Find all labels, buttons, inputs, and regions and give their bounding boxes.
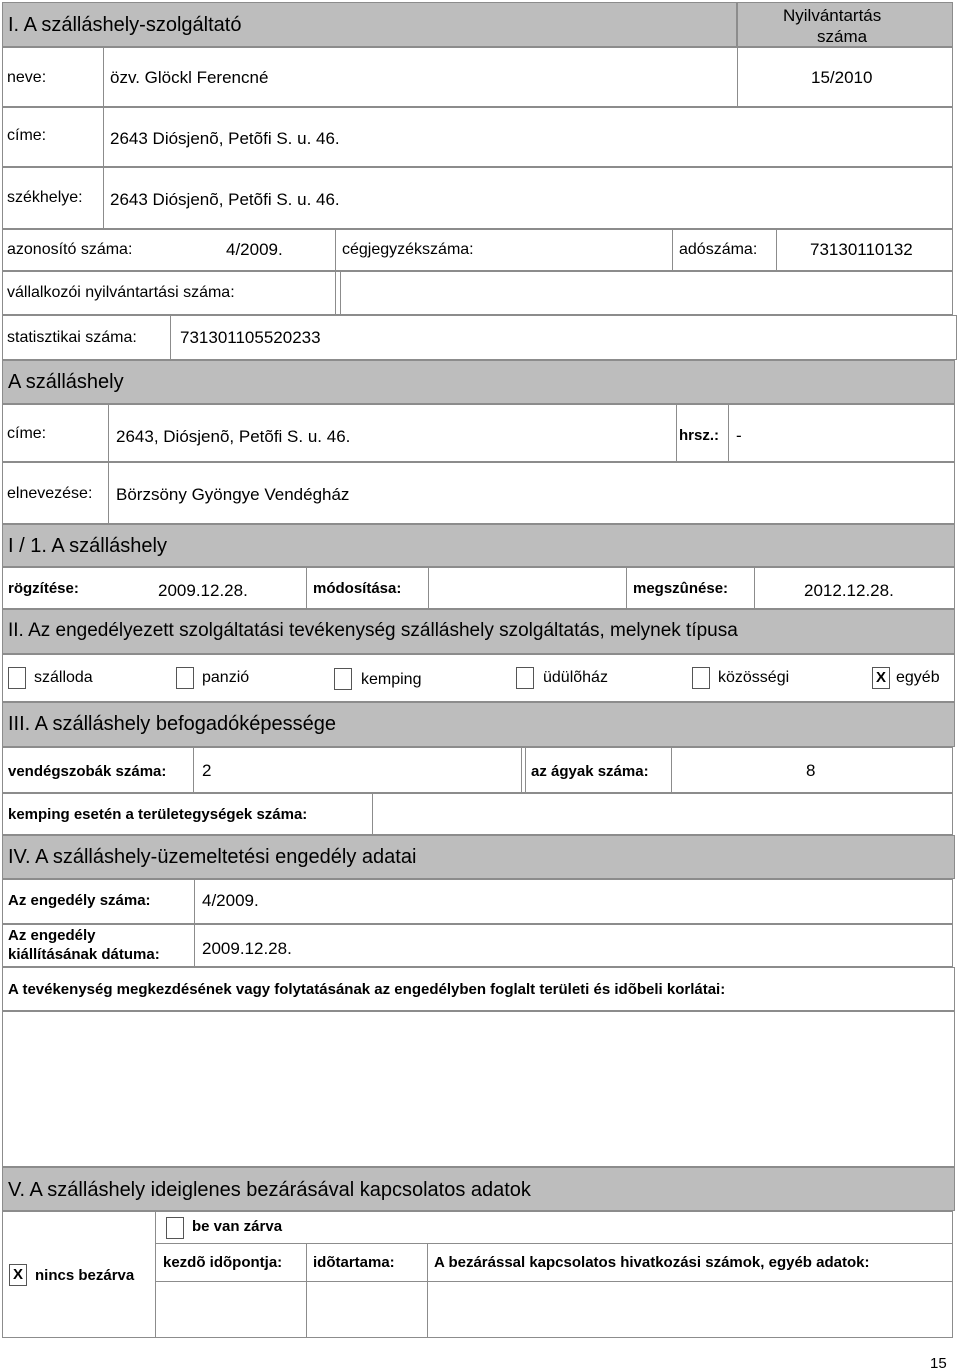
divider bbox=[672, 229, 673, 271]
divider bbox=[108, 462, 109, 524]
divider bbox=[103, 47, 104, 107]
closure-duration-label: idõtartama: bbox=[313, 1254, 395, 1271]
reg-number-header-line1: Nyilvántartás bbox=[783, 6, 882, 25]
divider bbox=[103, 167, 104, 229]
divider bbox=[194, 924, 195, 967]
divider bbox=[103, 107, 104, 167]
closure-header: V. A szálláshely ideiglenes bezárásával kapcsolatos adatok bbox=[8, 1179, 531, 1201]
divider bbox=[754, 567, 755, 609]
service-type-header: II. Az engedélyezett szolgáltatási tevékenység szálláshely szolgáltatás, melynek típusa bbox=[8, 620, 738, 641]
checkbox-hotel[interactable] bbox=[8, 667, 26, 689]
closure-table bbox=[2, 1211, 953, 1338]
accommodation-header: A szálláshely bbox=[8, 371, 124, 393]
divider bbox=[155, 1243, 953, 1244]
closed-label: be van zárva bbox=[192, 1218, 283, 1235]
divider bbox=[525, 747, 526, 793]
hrsz-value: - bbox=[736, 426, 742, 445]
divider bbox=[372, 793, 373, 835]
page-number: 15 bbox=[930, 1355, 947, 1372]
recorded-value: 2009.12.28. bbox=[158, 581, 248, 600]
divider bbox=[193, 747, 194, 793]
checkbox-closed[interactable] bbox=[166, 1217, 184, 1239]
reg-number-header-line2: száma bbox=[817, 27, 868, 46]
checkbox-guesthouse[interactable] bbox=[176, 667, 194, 689]
camping-units-label: kemping esetén a területegységek száma: bbox=[8, 806, 308, 823]
option-holiday-house-label: üdülõház bbox=[543, 669, 608, 686]
checkbox-camping[interactable] bbox=[334, 668, 352, 690]
provider-id-label: azonosító száma: bbox=[7, 241, 133, 258]
divider bbox=[427, 1243, 428, 1338]
provider-header: I. A szálláshely-szolgáltató bbox=[8, 14, 242, 36]
beds-label: az ágyak száma: bbox=[531, 763, 649, 780]
accommodation-address-label: címe: bbox=[7, 425, 47, 442]
option-other-label: egyéb bbox=[896, 669, 940, 686]
divider bbox=[306, 567, 307, 609]
closure-start-label: kezdõ idõpontja: bbox=[163, 1254, 283, 1271]
reg-number-value: 15/2010 bbox=[811, 68, 873, 87]
provider-seat-label: székhelye: bbox=[7, 189, 83, 206]
registration-header: I / 1. A szálláshely bbox=[8, 535, 167, 557]
provider-row-stat bbox=[2, 315, 957, 360]
divider bbox=[335, 271, 336, 315]
stat-number-label: statisztikai száma: bbox=[7, 329, 137, 346]
stat-number-value: 731301105520233 bbox=[180, 328, 321, 347]
permit-header: IV. A szálláshely-üzemeltetési engedély adatai bbox=[8, 846, 417, 868]
checkbox-community[interactable] bbox=[692, 667, 710, 689]
divider bbox=[676, 404, 677, 462]
modified-label: módosítása: bbox=[313, 580, 402, 597]
rooms-label: vendégszobák száma: bbox=[8, 763, 167, 780]
option-community-label: közösségi bbox=[718, 669, 790, 686]
divider bbox=[671, 747, 672, 793]
accommodation-address-value: 2643, Diósjenõ, Petõfi S. u. 46. bbox=[116, 427, 351, 446]
provider-name-label: neve: bbox=[7, 69, 47, 86]
checkbox-holiday-house[interactable] bbox=[516, 667, 534, 689]
divider bbox=[737, 47, 738, 107]
entrepreneur-number-label: vállalkozói nyilvántartási száma: bbox=[7, 284, 235, 301]
checkbox-not-closed[interactable]: X bbox=[9, 1264, 27, 1286]
divider bbox=[155, 1281, 953, 1282]
permit-date-label-line2: kiállításának dátuma: bbox=[8, 946, 160, 963]
divider bbox=[521, 747, 522, 793]
provider-name-value: özv. Glöckl Ferencné bbox=[110, 68, 269, 87]
accommodation-header-bar bbox=[2, 360, 955, 404]
permit-limits-label: A tevékenység megkezdésének vagy folytatásának az engedélyben foglalt területi és idõbeli korlátai: bbox=[8, 981, 726, 998]
tax-number-value: 73130110132 bbox=[810, 240, 913, 259]
permit-number-value: 4/2009. bbox=[202, 891, 259, 910]
not-closed-label: nincs bezárva bbox=[35, 1267, 135, 1284]
permit-number-label: Az engedély száma: bbox=[8, 892, 151, 909]
service-type-row bbox=[2, 654, 955, 702]
option-hotel-label: szálloda bbox=[34, 669, 93, 686]
divider bbox=[428, 567, 429, 609]
divider bbox=[155, 1211, 156, 1338]
divider bbox=[728, 404, 729, 462]
divider bbox=[776, 229, 777, 271]
company-reg-label: cégjegyzékszáma: bbox=[342, 241, 474, 258]
ended-value: 2012.12.28. bbox=[804, 581, 894, 600]
option-camping-label: kemping bbox=[361, 671, 422, 688]
accommodation-name-label: elnevezése: bbox=[7, 485, 93, 502]
accommodation-name-value: Börzsöny Gyöngye Vendégház bbox=[116, 485, 350, 504]
hrsz-label: hrsz.: bbox=[679, 427, 720, 444]
capacity-header: III. A szálláshely befogadóképessége bbox=[8, 713, 337, 735]
closure-refs-label: A bezárással kapcsolatos hivatkozási számok, egyéb adatok: bbox=[434, 1254, 870, 1271]
recorded-label: rögzítése: bbox=[8, 580, 79, 597]
divider bbox=[626, 567, 627, 609]
permit-date-value: 2009.12.28. bbox=[202, 939, 292, 958]
divider bbox=[306, 1243, 307, 1338]
tax-number-label: adószáma: bbox=[679, 241, 758, 258]
permit-limits-value-box bbox=[2, 1011, 955, 1167]
checkbox-other[interactable]: X bbox=[872, 667, 890, 689]
rooms-value: 2 bbox=[202, 761, 212, 780]
ended-label: megszûnése: bbox=[633, 580, 729, 597]
option-guesthouse-label: panzió bbox=[202, 669, 250, 686]
provider-address-label: címe: bbox=[7, 127, 47, 144]
divider bbox=[170, 315, 171, 360]
provider-id-value: 4/2009. bbox=[226, 240, 283, 259]
provider-seat-value: 2643 Diósjenõ, Petõfi S. u. 46. bbox=[110, 190, 340, 209]
provider-address-value: 2643 Diósjenõ, Petõfi S. u. 46. bbox=[110, 129, 340, 148]
divider bbox=[340, 271, 341, 315]
permit-date-label-line1: Az engedély bbox=[8, 927, 96, 944]
beds-value: 8 bbox=[806, 761, 816, 780]
